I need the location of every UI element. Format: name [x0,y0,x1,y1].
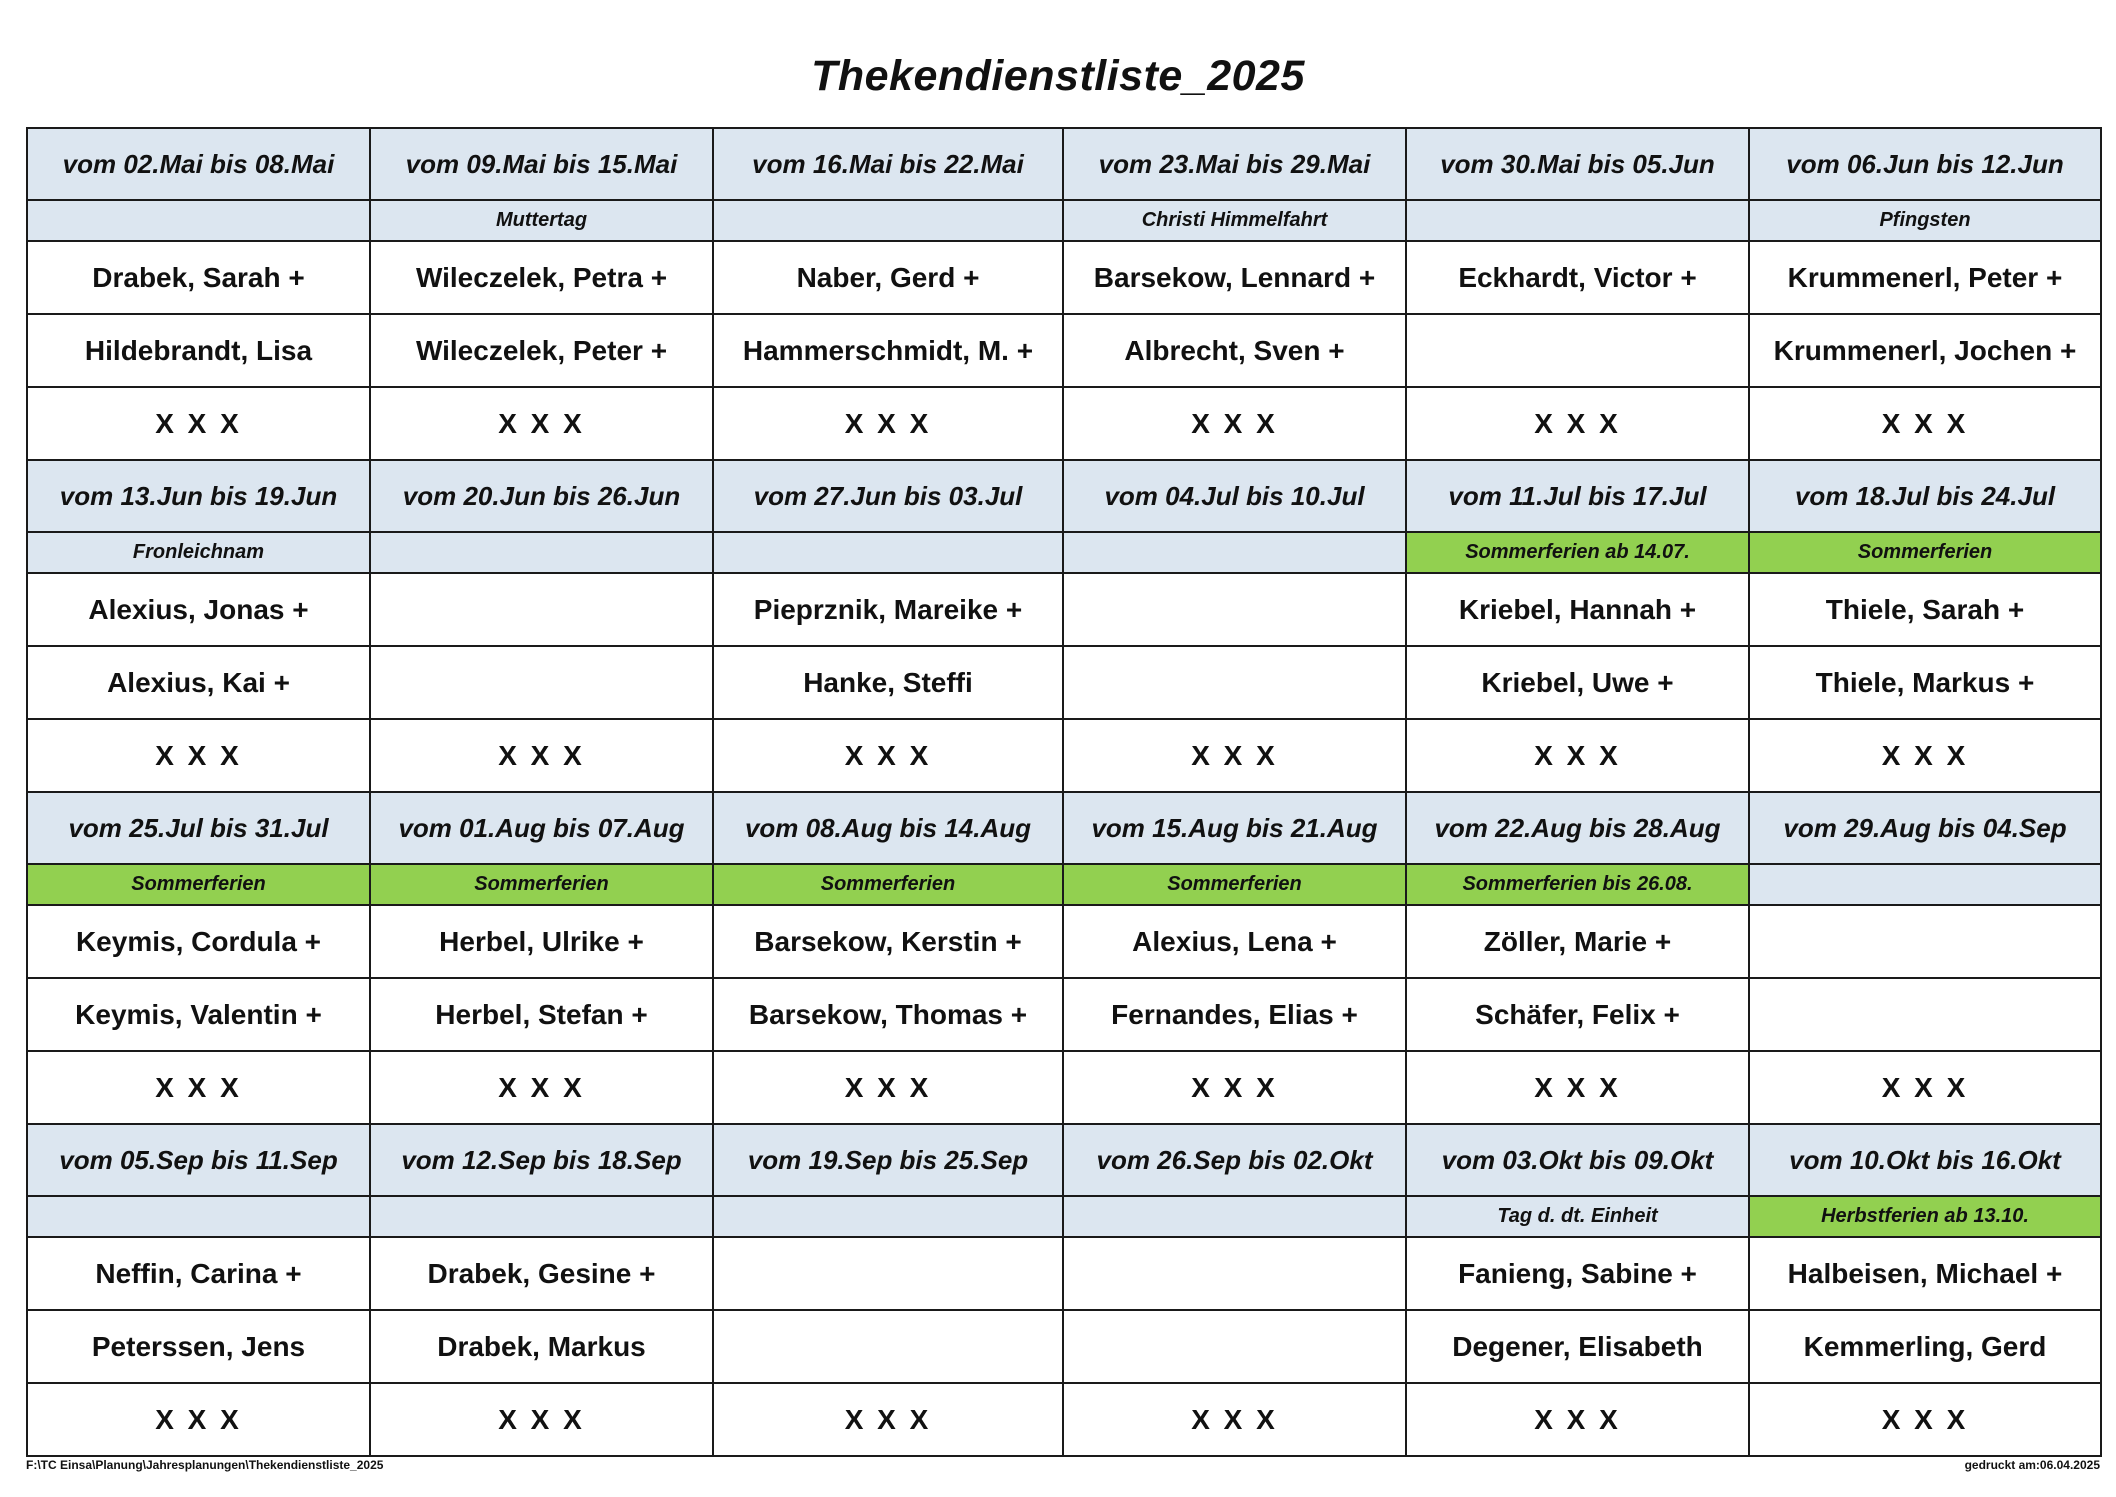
duty-name-cell: Kriebel, Hannah + [1406,573,1749,646]
duty-name-cell [713,1237,1063,1310]
placeholder-cell: X X X [713,387,1063,460]
duty-name-cell: Krummenerl, Jochen + [1749,314,2101,387]
duty-name-cell: Fanieng, Sabine + [1406,1237,1749,1310]
footer-file-path: F:\TC Einsa\Planung\Jahresplanungen\Thekendienstliste_2025 [26,1458,384,1472]
name-row [27,241,2101,314]
placeholder-cell: X X X [1749,719,2101,792]
event-cell [1063,532,1406,573]
event-cell: Christi Himmelfahrt [1063,200,1406,241]
event-cell: Herbstferien ab 13.10. [1749,1196,2101,1237]
placeholder-cell: X X X [27,1051,370,1124]
week-row [27,460,2101,532]
duty-name-cell: Keymis, Cordula + [27,905,370,978]
event-cell [1406,200,1749,241]
event-row [27,532,2101,573]
page-title: Thekendienstliste_2025 [811,52,1305,100]
duty-name-cell [1063,646,1406,719]
duty-name-cell: Thiele, Sarah + [1749,573,2101,646]
duty-name-cell: Krummenerl, Peter + [1749,241,2101,314]
duty-name-cell: Alexius, Kai + [27,646,370,719]
placeholder-cell: X X X [1063,1383,1406,1456]
name-row [27,1237,2101,1310]
week-range-cell: vom 04.Jul bis 10.Jul [1063,460,1406,532]
placeholder-cell: X X X [713,1383,1063,1456]
week-row [27,792,2101,864]
duty-name-cell: Herbel, Ulrike + [370,905,713,978]
event-cell: Sommerferien ab 14.07. [1406,532,1749,573]
duty-name-cell: Degener, Elisabeth [1406,1310,1749,1383]
duty-name-cell: Drabek, Markus [370,1310,713,1383]
duty-name-cell: Alexius, Jonas + [27,573,370,646]
event-cell [1063,1196,1406,1237]
xxx-row [27,1051,2101,1124]
week-row [27,128,2101,200]
week-range-cell: vom 25.Jul bis 31.Jul [27,792,370,864]
duty-name-cell: Keymis, Valentin + [27,978,370,1051]
event-row [27,200,2101,241]
duty-name-cell [1749,978,2101,1051]
placeholder-cell: X X X [1406,387,1749,460]
event-cell [713,1196,1063,1237]
duty-name-cell [1063,1310,1406,1383]
week-range-cell: vom 27.Jun bis 03.Jul [713,460,1063,532]
placeholder-cell: X X X [370,387,713,460]
duty-name-cell: Naber, Gerd + [713,241,1063,314]
duty-name-cell: Thiele, Markus + [1749,646,2101,719]
week-range-cell: vom 08.Aug bis 14.Aug [713,792,1063,864]
duty-name-cell [1063,1237,1406,1310]
name-row [27,905,2101,978]
event-cell [713,532,1063,573]
footer-print-date: gedruckt am:06.04.2025 [1964,1458,2100,1472]
week-range-cell: vom 10.Okt bis 16.Okt [1749,1124,2101,1196]
duty-name-cell: Albrecht, Sven + [1063,314,1406,387]
duty-name-cell: Hammerschmidt, M. + [713,314,1063,387]
week-range-cell: vom 13.Jun bis 19.Jun [27,460,370,532]
duty-name-cell: Barsekow, Lennard + [1063,241,1406,314]
duty-name-cell: Barsekow, Kerstin + [713,905,1063,978]
duty-name-cell: Pieprznik, Mareike + [713,573,1063,646]
duty-name-cell [1063,573,1406,646]
name-row [27,573,2101,646]
event-cell: Muttertag [370,200,713,241]
placeholder-cell: X X X [1749,1051,2101,1124]
placeholder-cell: X X X [27,719,370,792]
duty-name-cell: Hildebrandt, Lisa [27,314,370,387]
event-cell [1749,864,2101,905]
name-row [27,1310,2101,1383]
week-range-cell: vom 12.Sep bis 18.Sep [370,1124,713,1196]
xxx-row [27,387,2101,460]
duty-name-cell: Neffin, Carina + [27,1237,370,1310]
duty-name-cell: Wileczelek, Petra + [370,241,713,314]
placeholder-cell: X X X [1063,387,1406,460]
duty-name-cell: Kemmerling, Gerd [1749,1310,2101,1383]
duty-name-cell: Halbeisen, Michael + [1749,1237,2101,1310]
duty-name-cell: Barsekow, Thomas + [713,978,1063,1051]
week-range-cell: vom 02.Mai bis 08.Mai [27,128,370,200]
week-row [27,1124,2101,1196]
week-range-cell: vom 16.Mai bis 22.Mai [713,128,1063,200]
week-range-cell: vom 19.Sep bis 25.Sep [713,1124,1063,1196]
event-cell: Fronleichnam [27,532,370,573]
week-range-cell: vom 11.Jul bis 17.Jul [1406,460,1749,532]
placeholder-cell: X X X [1406,1051,1749,1124]
name-row [27,314,2101,387]
placeholder-cell: X X X [1749,1383,2101,1456]
name-row [27,978,2101,1051]
week-range-cell: vom 03.Okt bis 09.Okt [1406,1124,1749,1196]
placeholder-cell: X X X [1406,719,1749,792]
xxx-row [27,1383,2101,1456]
placeholder-cell: X X X [1406,1383,1749,1456]
duty-name-cell: Zöller, Marie + [1406,905,1749,978]
event-cell: Sommerferien [370,864,713,905]
week-range-cell: vom 06.Jun bis 12.Jun [1749,128,2101,200]
week-range-cell: vom 22.Aug bis 28.Aug [1406,792,1749,864]
duty-name-cell [1749,905,2101,978]
event-cell: Sommerferien [1063,864,1406,905]
placeholder-cell: X X X [1063,1051,1406,1124]
week-range-cell: vom 29.Aug bis 04.Sep [1749,792,2101,864]
duty-name-cell: Hanke, Steffi [713,646,1063,719]
duty-schedule-table [26,127,2102,1457]
event-cell: Sommerferien [27,864,370,905]
placeholder-cell: X X X [713,1051,1063,1124]
event-cell: Sommerferien [1749,532,2101,573]
placeholder-cell: X X X [370,1383,713,1456]
week-range-cell: vom 30.Mai bis 05.Jun [1406,128,1749,200]
placeholder-cell: X X X [1749,387,2101,460]
placeholder-cell: X X X [27,387,370,460]
placeholder-cell: X X X [370,1051,713,1124]
week-range-cell: vom 01.Aug bis 07.Aug [370,792,713,864]
week-range-cell: vom 26.Sep bis 02.Okt [1063,1124,1406,1196]
event-cell [370,1196,713,1237]
week-range-cell: vom 09.Mai bis 15.Mai [370,128,713,200]
placeholder-cell: X X X [370,719,713,792]
week-range-cell: vom 05.Sep bis 11.Sep [27,1124,370,1196]
duty-name-cell [370,646,713,719]
week-range-cell: vom 15.Aug bis 21.Aug [1063,792,1406,864]
duty-name-cell: Peterssen, Jens [27,1310,370,1383]
event-cell [713,200,1063,241]
event-cell [27,200,370,241]
week-range-cell: vom 18.Jul bis 24.Jul [1749,460,2101,532]
week-range-cell: vom 23.Mai bis 29.Mai [1063,128,1406,200]
duty-name-cell: Schäfer, Felix + [1406,978,1749,1051]
duty-name-cell: Drabek, Sarah + [27,241,370,314]
duty-name-cell [370,573,713,646]
duty-name-cell: Wileczelek, Peter + [370,314,713,387]
duty-name-cell [1406,314,1749,387]
event-cell [27,1196,370,1237]
event-cell [370,532,713,573]
event-cell: Sommerferien [713,864,1063,905]
duty-name-cell [713,1310,1063,1383]
duty-name-cell: Alexius, Lena + [1063,905,1406,978]
placeholder-cell: X X X [713,719,1063,792]
name-row [27,646,2101,719]
event-row [27,864,2101,905]
week-range-cell: vom 20.Jun bis 26.Jun [370,460,713,532]
duty-name-cell: Eckhardt, Victor + [1406,241,1749,314]
duty-name-cell: Drabek, Gesine + [370,1237,713,1310]
placeholder-cell: X X X [1063,719,1406,792]
event-cell: Sommerferien bis 26.08. [1406,864,1749,905]
duty-name-cell: Herbel, Stefan + [370,978,713,1051]
xxx-row [27,719,2101,792]
duty-name-cell: Fernandes, Elias + [1063,978,1406,1051]
event-cell: Pfingsten [1749,200,2101,241]
event-cell: Tag d. dt. Einheit [1406,1196,1749,1237]
duty-name-cell: Kriebel, Uwe + [1406,646,1749,719]
placeholder-cell: X X X [27,1383,370,1456]
event-row [27,1196,2101,1237]
